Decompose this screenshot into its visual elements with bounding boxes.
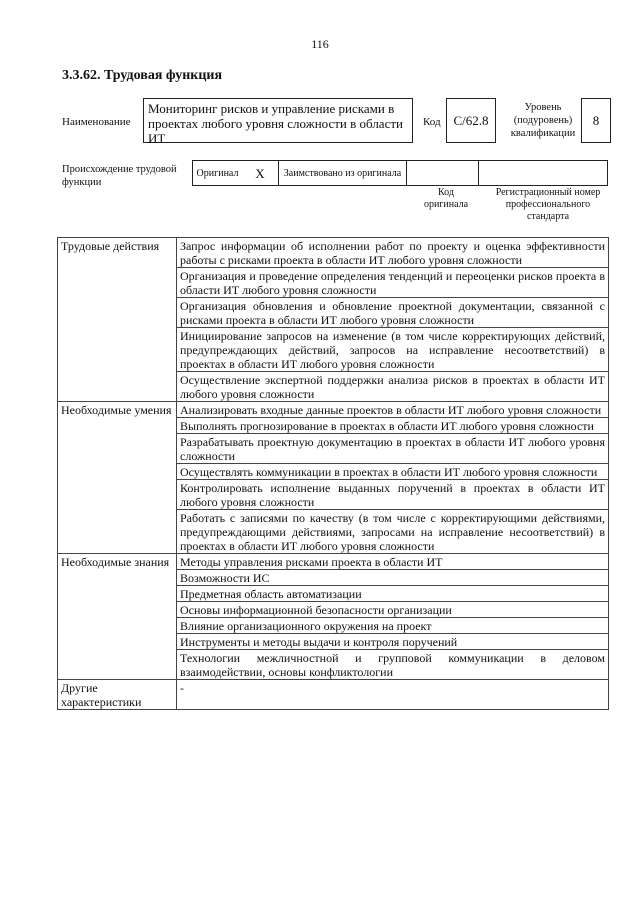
name-label: Наименование [62, 116, 131, 128]
section-item: Контролировать исполнение выданных поручений в проектах в области ИТ любого уровня сложности [177, 480, 609, 510]
name-value: Мониторинг рисков и управление рисками в проектах любого уровня сложности в области ИТ [143, 98, 413, 143]
section-item: Основы информационной безопасности организации [177, 602, 609, 618]
code-original-label: Код оригинала [423, 187, 469, 210]
section-item: Влияние организационного окружения на проект [177, 618, 609, 634]
section-item: Выполнять прогнозирование в проектах в области ИТ любого уровня сложности [177, 418, 609, 434]
section-item: Анализировать входные данные проектов в области ИТ любого уровня сложности [177, 402, 609, 418]
original-label: Оригинал [192, 161, 242, 185]
origin-table [192, 160, 608, 186]
borrowed-label: Заимствовано из оригинала [278, 161, 406, 185]
section-item: Методы управления рисками проекта в области ИТ [177, 554, 609, 570]
section-item: Предметная область автоматизации [177, 586, 609, 602]
section-item: Организация обновления и обновление проектной документации, связанной с рисками проекта в области ИТ любого уровня сложности [177, 298, 609, 328]
level-label: Уровень (подуровень) квалификации [510, 102, 576, 139]
section-header: Необходимые умения [58, 402, 177, 554]
section-item: Осуществление экспертной поддержки анализа рисков в проектах в области ИТ любого уровня сложности [177, 372, 609, 402]
code-label: Код [423, 116, 441, 128]
section-item: Организация и проведение определения тенденций и переоценки рисков проекта в области ИТ любого уровня сложности [177, 268, 609, 298]
section-item: Разрабатывать проектную документацию в проектах в области ИТ любого уровня сложности [177, 434, 609, 464]
function-table [57, 237, 609, 710]
section-item: Возможности ИС [177, 570, 609, 586]
section-item: - [177, 680, 609, 710]
section-item: Инструменты и методы выдачи и контроля поручений [177, 634, 609, 650]
code-value: C/62.8 [446, 98, 496, 143]
level-value: 8 [581, 98, 611, 143]
reg-number-cell [478, 161, 608, 185]
section-header: Другие характеристики [58, 680, 177, 710]
section-item: Запрос информации об исполнении работ по проекту и оценка эффективности работы с рисками проекта в области ИТ любого уровня сложности [177, 238, 609, 268]
section-item: Работать с записями по качеству (в том числе с корректирующими действиями, предупреждающими действиями, запросами на исправление несоответствий) в проектах в области ИТ любого уровня сложности [177, 510, 609, 554]
section-item: Инициирование запросов на изменение (в том числе корректирующих действий, предупреждающих действий, запросов на исправление несоответствий) в проектах в области ИТ любого уровня сложности [177, 328, 609, 372]
table-row [58, 554, 609, 570]
reg-number-label: Регистрационный номер профессионального стандарта [495, 187, 601, 222]
section-title: 3.3.62. Трудовая функция [62, 68, 223, 83]
table-row [58, 402, 609, 418]
original-mark: X [255, 165, 265, 181]
section-header: Необходимые знания [58, 554, 177, 680]
code-original-cell [406, 161, 478, 185]
section-item: Осуществлять коммуникации в проектах в области ИТ любого уровня сложности [177, 464, 609, 480]
section-item: Технологии межличностной и групповой коммуникации в деловом взаимодействии, основы конфликтологии [177, 650, 609, 680]
origin-label: Происхождение трудовой функции [62, 164, 177, 188]
page-number: 116 [311, 37, 329, 51]
section-header: Трудовые действия [58, 238, 177, 402]
table-row [58, 238, 609, 268]
table-row [58, 680, 609, 710]
